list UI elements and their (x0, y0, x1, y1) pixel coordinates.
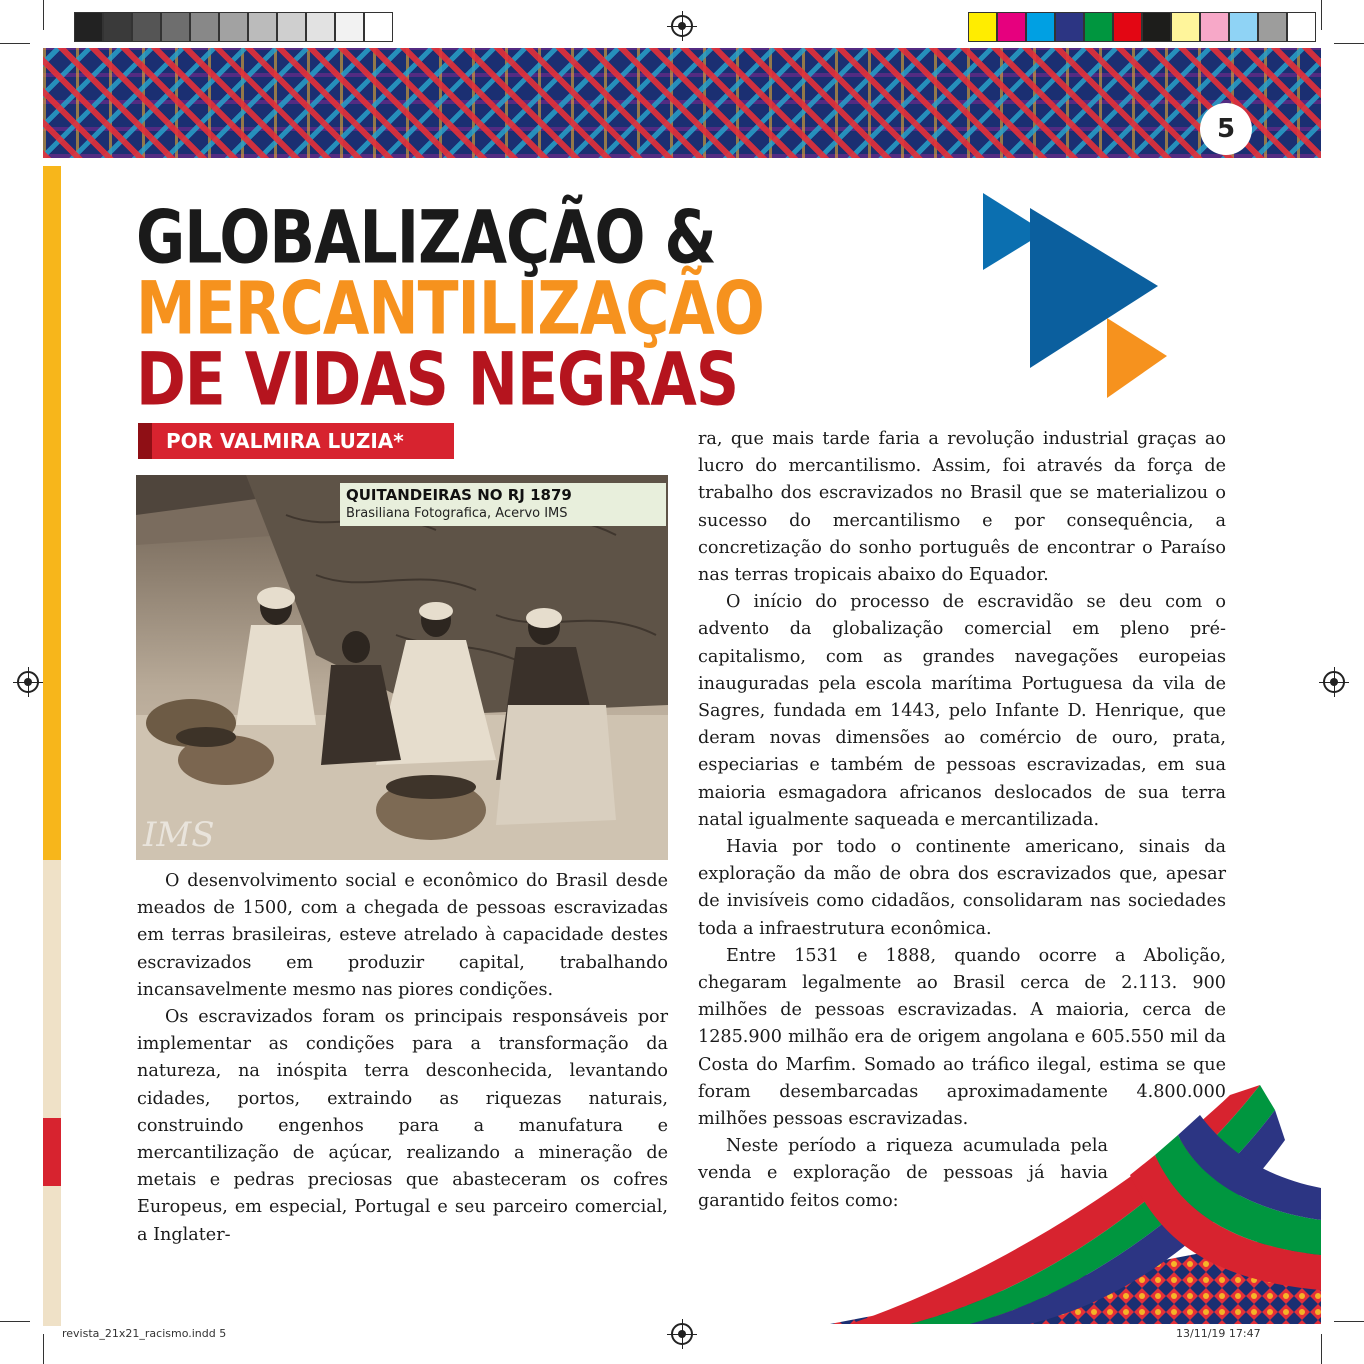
color-swatch (1026, 12, 1055, 42)
color-swatch (1258, 12, 1287, 42)
color-swatch (190, 12, 219, 42)
color-swatch (277, 12, 306, 42)
registration-mark-right (1323, 671, 1345, 693)
photo-caption-credit: Brasiliana Fotografica, Acervo IMS (346, 506, 568, 521)
color-swatch (968, 12, 997, 42)
color-swatch (1142, 12, 1171, 42)
tricolor-ribbon (830, 1080, 1321, 1324)
photo-caption (340, 483, 666, 526)
historical-photo (136, 475, 668, 860)
color-swatch (1200, 12, 1229, 42)
color-swatch (161, 12, 190, 42)
photo-watermark: IMS (143, 815, 215, 855)
registration-mark-bottom (671, 1323, 693, 1345)
date-slug: 13/11/19 17:47 (1176, 1327, 1261, 1340)
paragraph: Havia por todo o continente americano, sinais da exploração da mão de obra dos escravizados que, apesar de invisíveis como cidadãos, consolidaram nas sociedades toda a infraestrutura econômica. (698, 837, 1226, 939)
file-slug: revista_21x21_racismo.indd 5 (62, 1327, 227, 1340)
title-line-1: GLOBALIZAÇÃO & (136, 195, 716, 281)
paragraph: Os escravizados foram os principais responsáveis por implementar as condições para a transformação da natureza, na inóspita terra desconhecida, levantando cidades, portos, extraindo as riquezas naturais, construindo engenhos para a manufatura e mercantilização de açúcar, realizando a mineração de metais e pedras preciosas que abasteceram os cofres Europeus, em especial, Portugal e seu parceiro comercial, a Inglater- (137, 1007, 668, 1245)
crop-mark (1321, 1334, 1322, 1364)
crop-mark (43, 1334, 44, 1364)
gray-calibration-bar (74, 12, 393, 42)
african-pattern-band (43, 48, 1321, 158)
crop-mark (0, 43, 30, 44)
color-swatch (1084, 12, 1113, 42)
color-swatch (1055, 12, 1084, 42)
color-swatch (335, 12, 364, 42)
color-swatch (132, 12, 161, 42)
color-swatch (74, 12, 103, 42)
crop-mark (0, 1321, 30, 1322)
crop-mark (1334, 43, 1364, 44)
color-swatch (364, 12, 393, 42)
color-swatch (1171, 12, 1200, 42)
paragraph: Entre 1531 e 1888, quando ocorre a Abolição, chegaram legalmente ao Brasil cerca de 2.113. 900 milhões de pessoas escravizadas. A maioria, cerca de 1285.900 milhão era de origem angolana e 605.550 mil da Costa do Marfim. Somado ao tráfico ilegal, estima se que foram desembarcadas aproximadamente 4.800.000 milhões pessoas escravizadas. (698, 945, 1226, 1130)
crop-mark (1321, 0, 1322, 30)
color-swatch (306, 12, 335, 42)
color-swatch (1113, 12, 1142, 42)
registration-mark-left (17, 671, 39, 693)
color-swatch (1287, 12, 1316, 42)
title-line-2: MERCANTILIZAÇÃO (136, 266, 764, 352)
photo-caption-title: QUITANDEIRAS NO RJ 1879 (346, 486, 572, 504)
left-decorative-stripe (43, 166, 61, 1326)
crop-mark (1334, 1321, 1364, 1322)
paragraph: O desenvolvimento social e econômico do Brasil desde meados de 1500, com a chegada de pessoas escravizadas em terras brasileiras, esteve atrelado à capacidade destes escravizados em produzir capital, trabalhando incansavelmente mesmo nas piores condições. (137, 871, 668, 1000)
color-swatch (997, 12, 1026, 42)
body-column-left (137, 868, 668, 1249)
paragraph: O início do processo de escravidão se deu com o advento da globalização comercial em pleno pré-capitalismo, com as grandes navegações europeias inauguradas pela escola marítima Portuguesa da vila de Sagres, fundada em 1443, pelo Infante D. Henrique, que deram novas dimensões ao comércio de ouro, prata, especiarias e também de pessoas escravizadas, em sua maioria esmagadora africanos deslocados de sua terra natal igualmente saqueada e mercantilizada. (698, 592, 1226, 830)
color-swatch (248, 12, 277, 42)
triangle-orange (1107, 318, 1167, 398)
crop-mark (43, 0, 44, 30)
color-swatch (103, 12, 132, 42)
registration-mark-top (671, 15, 693, 37)
byline: POR VALMIRA LUZIA* (138, 423, 454, 459)
decorative-triangles (975, 188, 1175, 403)
color-swatch (219, 12, 248, 42)
title-line-3: DE VIDAS NEGRAS (136, 337, 739, 423)
paragraph: Neste período a riqueza acumulada pela venda e exploração de pessoas já havia garantido feitos como: (698, 1136, 1108, 1211)
color-calibration-bar (968, 12, 1316, 42)
page-number: 5 (1200, 103, 1252, 155)
paragraph: ra, que mais tarde faria a revolução industrial graças ao lucro do mercantilismo. Assim, foi através da força de trabalho dos escravizados no Brasil que se materializou o sucesso do mercantilismo e por consequência, a concretização do sonho português de encontrar o Paraíso nas terras tropicais abaixo do Equador. (698, 429, 1226, 586)
color-swatch (1229, 12, 1258, 42)
